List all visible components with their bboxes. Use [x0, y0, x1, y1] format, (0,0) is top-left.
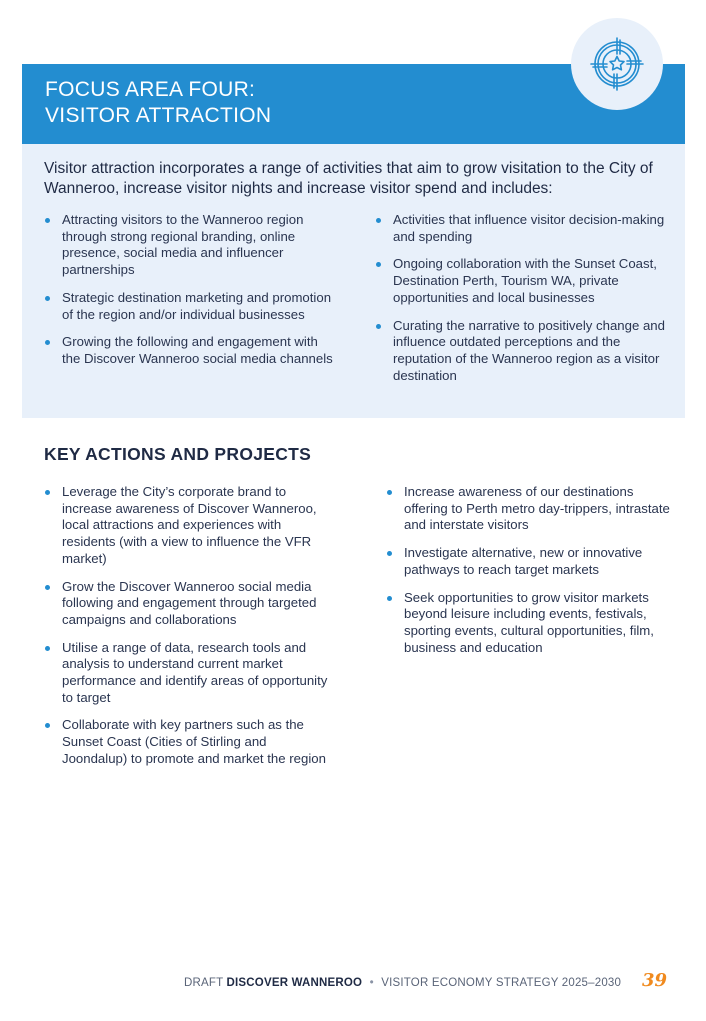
list-item: Curating the narrative to positively change and influence outdated perceptions and the reputation of the Wanneroo region as a visitor destination [375, 318, 665, 385]
key-actions-list-left [44, 484, 334, 779]
intro-list-right [375, 212, 665, 395]
footer-draft: DRAFT [184, 977, 224, 989]
bullet-icon [45, 585, 50, 590]
list-item: Attracting visitors to the Wanneroo region through strong regional branding, online presence, social media and influencer partnerships [44, 212, 334, 279]
key-actions-heading: KEY ACTIONS AND PROJECTS [44, 444, 312, 464]
title-line-1: FOCUS AREA FOUR: [45, 78, 256, 101]
page-title [45, 77, 271, 129]
page-number: 39 [642, 970, 668, 991]
bullet-icon [45, 296, 50, 301]
list-item: Activities that influence visitor decision-making and spending [375, 212, 665, 245]
footer-separator: • [369, 977, 374, 989]
footer-doc-title: VISITOR ECONOMY STRATEGY 2025–2030 [381, 977, 622, 989]
bullet-icon [45, 340, 50, 345]
list-item: Seek opportunities to grow visitor markets beyond leisure including events, festivals, sporting events, cultural opportunities, film, business and education [386, 590, 676, 657]
intro-lead: Visitor attraction incorporates a range of activities that aim to grow visitation to the City of Wanneroo, increase visitor nights and increase visitor spend and includes: [44, 160, 653, 197]
list-item: Increase awareness of our destinations offering to Perth metro day-trippers, intrastate and interstate visitors [386, 484, 676, 534]
list-item: Ongoing collaboration with the Sunset Coast, Destination Perth, Tourism WA, private opportunities and local businesses [375, 256, 665, 306]
intro-list-left [44, 212, 334, 379]
bullet-icon [45, 218, 50, 223]
list-item: Collaborate with key partners such as the Sunset Coast (Cities of Stirling and Joondalup) to promote and market the region [44, 717, 334, 767]
bullet-icon [387, 596, 392, 601]
intro-panel [22, 144, 685, 418]
list-item: Leverage the City’s corporate brand to increase awareness of Discover Wanneroo, local attractions and experiences with residents (with a view to influence the VFR market) [44, 484, 334, 568]
bullet-icon [376, 324, 381, 329]
bullet-icon [376, 262, 381, 267]
target-star-icon [589, 36, 645, 92]
list-item: Strategic destination marketing and promotion of the region and/or individual businesses [44, 290, 334, 323]
bullet-icon [45, 490, 50, 495]
list-item: Grow the Discover Wanneroo social media following and engagement through targeted campaigns and collaborations [44, 579, 334, 629]
bullet-icon [376, 218, 381, 223]
bullet-icon [387, 551, 392, 556]
bullet-icon [45, 646, 50, 651]
key-actions-list-right [386, 484, 676, 667]
title-line-2: VISITOR ATTRACTION [45, 104, 272, 127]
page-footer [184, 977, 621, 989]
footer-brand: DISCOVER WANNEROO [226, 977, 363, 989]
focus-area-badge [571, 18, 663, 110]
list-item: Growing the following and engagement with the Discover Wanneroo social media channels [44, 334, 334, 367]
list-item: Investigate alternative, new or innovative pathways to reach target markets [386, 545, 676, 578]
bullet-icon [387, 490, 392, 495]
bullet-icon [45, 723, 50, 728]
list-item: Utilise a range of data, research tools and analysis to understand current market performance and identify areas of opportunity to target [44, 640, 334, 707]
